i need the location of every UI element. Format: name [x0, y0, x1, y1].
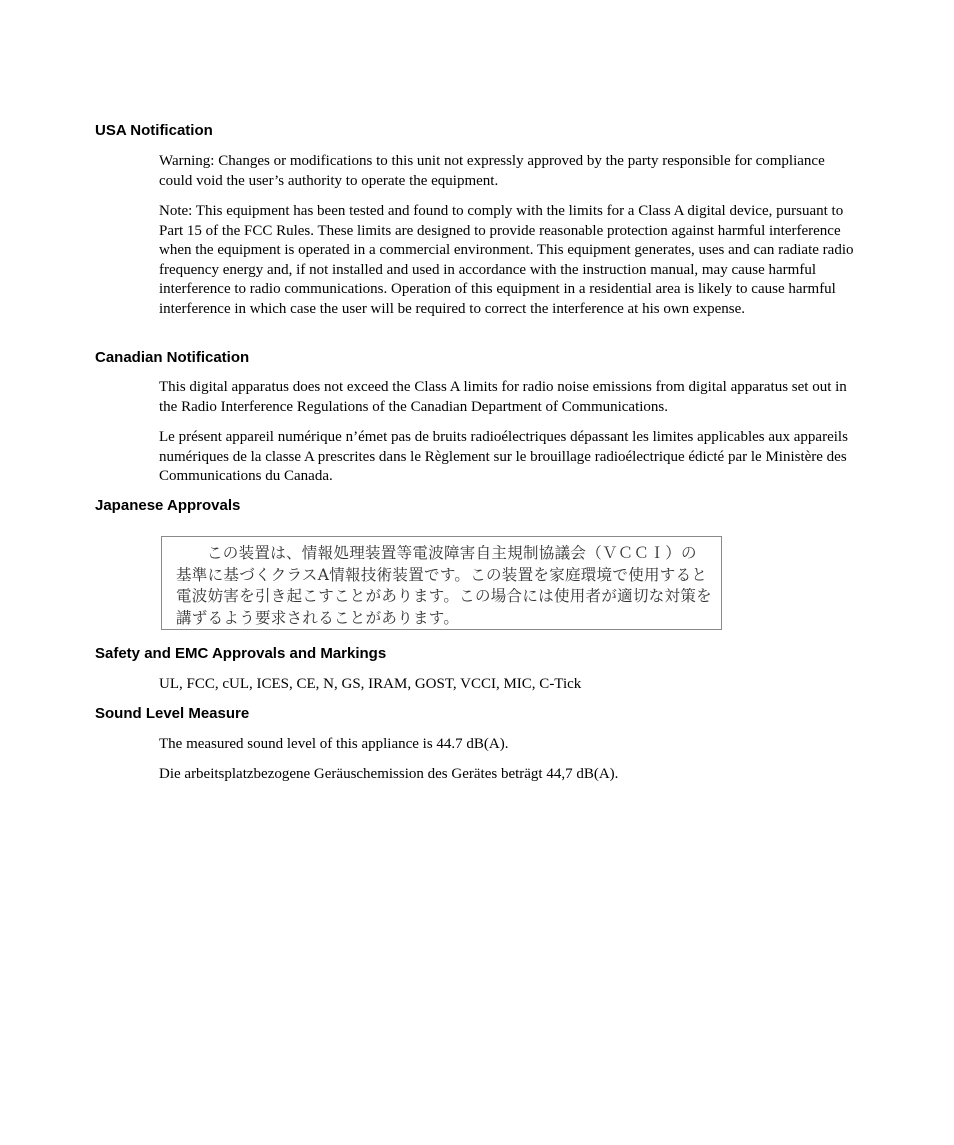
- safety-emc-heading: Safety and EMC Approvals and Markings: [95, 645, 387, 662]
- vcci-notice-box: [161, 536, 722, 630]
- sound-level-german: Die arbeitsplatzbezogene Geräuschemission des Gerätes beträgt 44,7 dB(A).: [159, 766, 619, 782]
- usa-warning-paragraph: Warning: Changes or modifications to this unit not expressly approved by the party responsible for compliance could void the user’s authority to operate the equipment.: [159, 153, 825, 189]
- sound-level-english: The measured sound level of this appliance is 44.7 dB(A).: [159, 736, 509, 752]
- usa-note-paragraph: Note: This equipment has been tested and found to comply with the limits for a Class A digital device, pursuant to Part 15 of the FCC Rules. These limits are designed to provide reasonable protection against harmful interference when the equipment is operated in a commercial environment. This equipment generates, uses and can radiate radio frequency energy and, if not installed and used in accordance with the instruction manual, may cause harmful interference to radio communications. Operation of this equipment in a residential area is likely to cause harmful interference in which case the user will be required to correct the interference at his own expense.: [159, 203, 854, 317]
- safety-markings-list: UL, FCC, cUL, ICES, CE, N, GS, IRAM, GOST, VCCI, MIC, C-Tick: [159, 676, 582, 692]
- japanese-approvals-heading: Japanese Approvals: [95, 497, 241, 514]
- sound-level-heading: Sound Level Measure: [95, 705, 250, 722]
- canadian-french-paragraph: Le présent appareil numérique n’émet pas de bruits radioélectriques dépassant les limites applicables aux appareils numériques de la classe A prescrites dans le Règlement sur le brouillage radioélectrique édicté par le Ministère des Communications du Canada.: [159, 429, 848, 484]
- canadian-english-paragraph: This digital apparatus does not exceed the Class A limits for radio noise emissions from digital apparatus set out in the Radio Interference Regulations of the Canadian Department of Communications.: [159, 379, 847, 415]
- canadian-notification-heading: Canadian Notification: [95, 349, 250, 366]
- usa-notification-heading: USA Notification: [95, 122, 213, 139]
- vcci-notice-text: この装置は、情報処理装置等電波障害自主規制協議会（ＶＣＣＩ）の基準に基づくクラスA情報技術装置です。この装置を家庭環境で使用すると電波妨害を引き起こすことがあります。この場合には使用者が適切な対策を講ずるよう要求されることがあります。: [176, 544, 712, 627]
